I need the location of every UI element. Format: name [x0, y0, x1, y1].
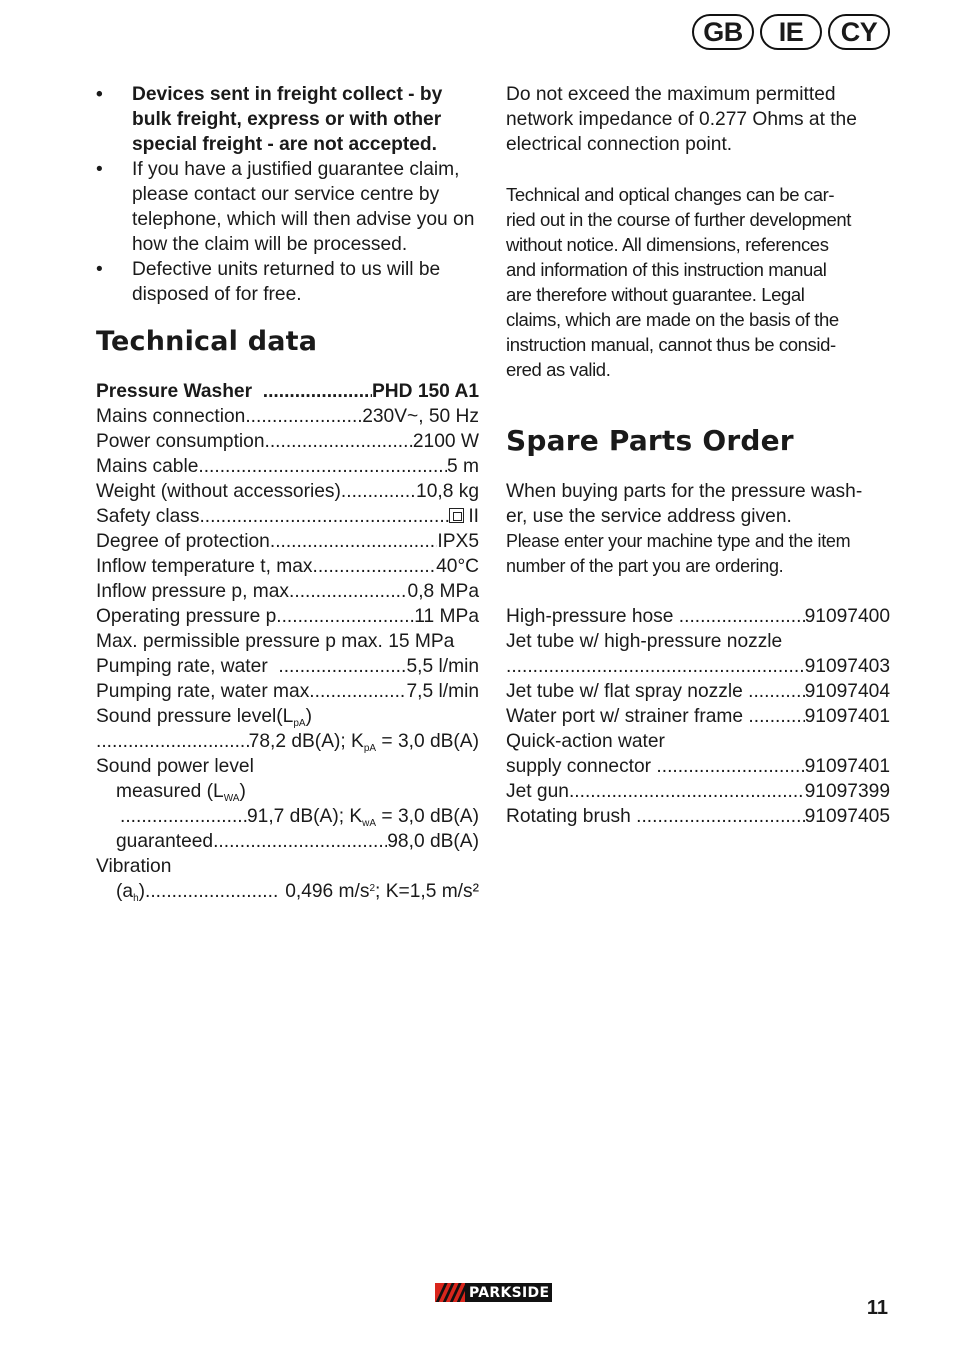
- parkside-logo: [435, 1283, 552, 1302]
- spare-parts-heading: Spare Parts Order: [506, 424, 794, 457]
- spec-row-inflow-temp: Inflow temperature t, max. ..... 40°C: [96, 554, 479, 579]
- spec-row-protection: Degree of protection ..... IPX5: [96, 529, 479, 554]
- spec-row-inflow-pressure: Inflow pressure p, max. ..... 0,8 MPa: [96, 579, 479, 604]
- logo-wordmark: PARKSIDE: [469, 1284, 550, 1301]
- spec-row-pumping-rate-max: Pumping rate, water max. ..... 7,5 l/min: [96, 679, 479, 704]
- part-row-brush: Rotating brush ..... 91097405: [506, 804, 890, 829]
- spec-row-cable: Mains cable ..... 5 m: [96, 454, 479, 479]
- guarantee-bullets: [96, 82, 479, 307]
- page-number: 11: [866, 1297, 888, 1319]
- buying-note: When buying parts for the pressure wash- er, use the service address given.: [506, 481, 863, 527]
- vibration-label: Vibration: [96, 856, 172, 877]
- part-label-jet-nozzle: Jet tube w/ high-pressure nozzle: [506, 631, 783, 652]
- parts-list: [506, 604, 890, 829]
- part-row-jet-nozzle: ..... 91097403: [506, 654, 890, 679]
- part-row-hose: High-pressure hose ..... 91097400: [506, 604, 890, 629]
- bullet-defective: • Defective units returned to us will be disposed of for free.: [96, 257, 479, 307]
- language-badges: [692, 14, 890, 50]
- spec-list: [96, 379, 479, 904]
- spec-row-mains-connection: Mains connection ..... 230V~, 50 Hz: [96, 404, 479, 429]
- part-row-flat-spray: Jet tube w/ flat spray nozzle ..... 91097404: [506, 679, 890, 704]
- badge-gb: GB: [692, 14, 754, 50]
- spec-row-power: Power consumption ..... 2100 W: [96, 429, 479, 454]
- badge-cy: CY: [828, 14, 890, 50]
- logo-stripes-icon: [435, 1283, 465, 1302]
- vibration-value: $(a_h)$ ..... 0,496 $m/s^2$; K=1,5 m/s²: [96, 879, 479, 904]
- spec-row-weight: Weight (without accessories) ..... 10,8 kg: [96, 479, 479, 504]
- spec-row-operating-pressure: Operating pressure p ..... 11 MPa: [96, 604, 479, 629]
- bullet-freight: • Devices sent in freight collect - by bulk freight, express or with other special freight - are not accepted.: [96, 82, 479, 157]
- sound-pressure-value: ..... 78,2 dB(A); $K_{pA} = 3,0$ dB(A): [96, 729, 479, 754]
- sound-power-label: Sound power level: [96, 756, 254, 777]
- protection-class-icon: [449, 508, 464, 523]
- part-row-supply-connector: supply connector ..... 91097401: [506, 754, 890, 779]
- technical-data-heading: Technical data: [96, 326, 318, 357]
- right-column: [506, 82, 890, 829]
- changes-note: Technical and optical changes can be car- ried out in the course of further development without notice. All dimensions, references and information of this instruction manual are therefore without guarantee. Legal claims, which are made on the basis of the instruction manual, cannot thus be consid- ered as valid.: [506, 184, 852, 380]
- spec-row-max-pressure: Max. permissible pressure p max. 15 MPa: [96, 631, 455, 652]
- bullet-claim: • If you have a justified guarantee claim, please contact our service centre by telephone, which will then advise you on how the claim will be processed.: [96, 157, 479, 257]
- spec-row-pumping-rate: Pumping rate, water ..... 5,5 l/min: [96, 654, 479, 679]
- left-column: [96, 82, 479, 904]
- spec-row-model: Pressure Washer ..... PHD 150 A1: [96, 379, 479, 404]
- impedance-note: Do not exceed the maximum permitted network impedance of 0.277 Ohms at the electrical connection point.: [506, 84, 857, 155]
- part-row-water-port: Water port w/ strainer frame ..... 91097401: [506, 704, 890, 729]
- enter-note: Please enter your machine type and the item number of the part you are ordering.: [506, 531, 851, 576]
- badge-ie: IE: [760, 14, 822, 50]
- sound-power-measured-value: ..... 91,7 dB(A); $K_{wA} = 3,0$ dB(A): [96, 804, 479, 829]
- sound-power-guaranteed: guaranteed ..... 98,0 dB(A): [96, 829, 479, 854]
- sound-power-measured-label: measured $(L_{WA})$: [116, 781, 246, 804]
- part-label-quick-action: Quick-action water: [506, 731, 665, 752]
- spec-row-safety-class: Safety class ..... II: [96, 504, 479, 529]
- part-row-jet-gun: Jet gun ..... 91097399: [506, 779, 890, 804]
- sound-pressure-label: Sound pressure $level(L_{pA})$: [96, 706, 312, 729]
